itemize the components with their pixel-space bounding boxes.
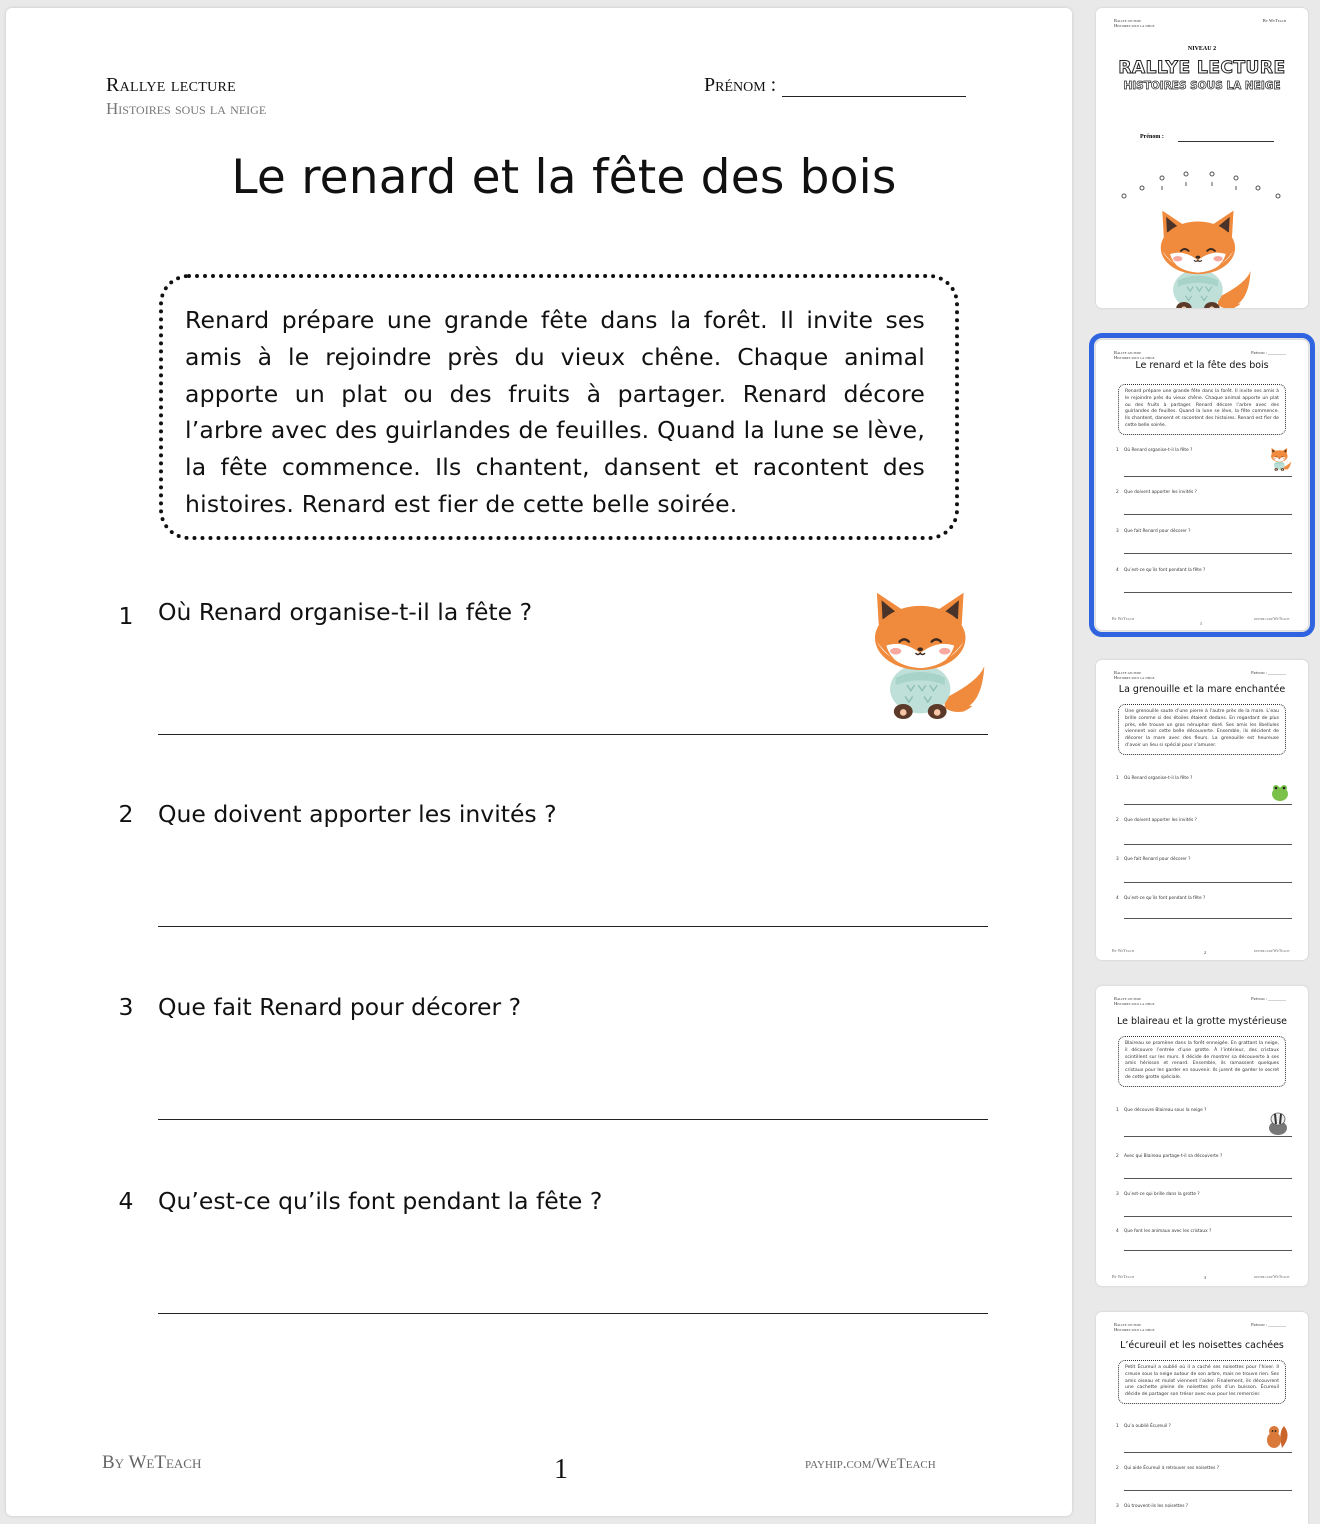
thumb-question-text: Que fait Renard pour décorer ? xyxy=(1124,857,1191,862)
header-title: Rallye lecture xyxy=(106,74,237,96)
thumb-question-3: 3 Que fait Renard pour décorer ? xyxy=(1116,857,1191,862)
thumb-question-3: 3 Que fait Renard pour décorer ? xyxy=(1116,529,1191,534)
question-text: Que doivent apporter les invités ? xyxy=(158,800,557,828)
thumb-header-title: Rallye lecture xyxy=(1114,18,1142,23)
thumbnail-cover[interactable] xyxy=(1096,8,1308,308)
cover-title: RALLYE LECTURE xyxy=(1118,58,1286,78)
thumb-footer-url: payhip.com/WeTeach xyxy=(1254,948,1290,953)
thumb-question-text: Qu’a oublié Écureuil ? xyxy=(1124,1424,1171,1429)
header-left xyxy=(106,74,266,119)
thumb-answer-line xyxy=(1124,1250,1292,1251)
thumb-question-1: 1 Où Renard organise-t-il la fête ? xyxy=(1116,776,1193,781)
story-text: Renard prépare une grande fête dans la forêt. Il invite ses amis à le rejoindre près du vieux chêne. Chaque animal apporte un plat ou des fruits à partager. Renard décore l’arbre avec des guirlandes de feuilles. Quand la lune se lève, la fête commence. Ils chantent, dansent et racontent des histoires. Renard est fier de cette belle soirée. xyxy=(185,306,925,518)
thumb-title: Le renard et la fête des bois xyxy=(1135,360,1269,371)
thumb-question-2: 2 Avec qui Blaireau partage-t-il sa découverte ? xyxy=(1116,1154,1223,1159)
header-subtitle: Histoires sous la neige xyxy=(106,99,267,118)
thumbnail-page-2[interactable] xyxy=(1096,660,1308,960)
thumb-prenom-label: Prénom : xyxy=(1251,1322,1267,1327)
thumb-answer-line xyxy=(1124,1178,1292,1179)
story-box xyxy=(159,274,959,540)
thumb-question-3: 3 Qu’est-ce qui brille dans la grotte ? xyxy=(1116,1192,1200,1197)
thumb-header-subtitle: Histoires sous la neige xyxy=(1114,23,1155,28)
thumb-prenom-label: Prénom : xyxy=(1251,996,1267,1001)
thumb-question-4: 4 Que font les animaux avec les cristaux ? xyxy=(1116,1229,1212,1234)
thumb-question-2: 2 Qui aide Écureuil à retrouver ses noisettes ? xyxy=(1116,1466,1219,1471)
thumb-question-text: Où Renard organise-t-il la fête ? xyxy=(1124,776,1193,781)
prenom-blank-line[interactable] xyxy=(782,77,966,97)
page-title: Le renard et la fête des bois xyxy=(231,150,897,205)
question-text: Que fait Renard pour décorer ? xyxy=(158,993,522,1021)
thumb-question-1: 1 Que découvre Blaireau sous la neige ? xyxy=(1116,1108,1207,1113)
thumb-question-text: Que font les animaux avec les cristaux ? xyxy=(1124,1229,1212,1234)
thumb-question-text: Que fait Renard pour décorer ? xyxy=(1124,529,1191,534)
thumb-footer-url: payhip.com/WeTeach xyxy=(1254,1274,1290,1279)
fox-icon xyxy=(1268,446,1292,472)
thumb-question-text: Avec qui Blaireau partage-t-il sa découverte ? xyxy=(1124,1154,1223,1159)
thumbnail-page-3[interactable] xyxy=(1096,986,1308,1286)
thumb-header-left xyxy=(1114,350,1154,360)
thumb-prenom: Prénom : ________ xyxy=(1251,350,1286,355)
thumb-header-right: By WeTeach xyxy=(1262,18,1286,23)
thumb-question-1: 1 Où Renard organise-t-il la fête ? xyxy=(1116,448,1193,453)
thumb-question-4: 4 Qu’est-ce qu’ils font pendant la fête ? xyxy=(1116,896,1206,901)
thumb-answer-line xyxy=(1124,592,1292,593)
prenom-label: Prénom : xyxy=(704,74,777,96)
thumb-prenom-label: Prénom : xyxy=(1251,350,1267,355)
thumb-answer-line xyxy=(1124,476,1292,477)
question-number: 1 xyxy=(118,602,134,630)
thumb-page-number: 1 xyxy=(1200,621,1202,626)
thumb-answer-line xyxy=(1124,514,1292,515)
thumb-header-title: Rallye lecture xyxy=(1114,996,1142,1001)
thumb-footer-author: By WeTeach xyxy=(1112,1274,1134,1279)
thumb-header-subtitle: Histoires sous la neige xyxy=(1114,1327,1155,1332)
thumb-answer-line xyxy=(1124,1452,1292,1453)
thumb-question-3: 3 Où trouvent-ils les noisettes ? xyxy=(1116,1504,1189,1509)
thumb-title: L’écureuil et les noisettes cachées xyxy=(1120,1340,1284,1351)
thumb-header-subtitle: Histoires sous la neige xyxy=(1114,1001,1155,1006)
cover-level: NIVEAU 2 xyxy=(1187,46,1217,52)
thumb-header-left xyxy=(1114,18,1154,28)
thumb-question-text: Que doivent apporter les invités ? xyxy=(1124,818,1197,823)
thumb-question-4: 4 Qu’est-ce qu’ils font pendant la fête ? xyxy=(1116,568,1206,573)
thumb-header-subtitle: Histoires sous la neige xyxy=(1114,675,1155,680)
thumb-page-number: 3 xyxy=(1204,1275,1206,1280)
question-text: Qu’est-ce qu’ils font pendant la fête ? xyxy=(158,1187,603,1215)
thumb-question-text: Qu’est-ce qu’ils font pendant la fête ? xyxy=(1124,568,1206,573)
thumb-story: Petit Écureuil a oublié où il a caché ses noisettes pour l’hiver. Il creuse sous la neige autour de son arbre, mais ne trouve rien. Ses amis oiseau et mulot viennent l’aider. Finalement, ils découvrent une cachette pleine de noisettes près d’un buisson. Écureuil décide de partager son trésor avec eux pour les remercier. xyxy=(1118,1360,1286,1404)
prenom-field xyxy=(704,74,966,97)
fox-icon xyxy=(1142,206,1260,308)
thumb-prenom-label: Prénom : xyxy=(1251,670,1267,675)
answer-line-2[interactable] xyxy=(158,926,988,927)
thumb-question-2: 2 Que doivent apporter les invités ? xyxy=(1116,818,1197,823)
thumb-question-text: Où trouvent-ils les noisettes ? xyxy=(1124,1504,1189,1509)
cover-prenom-label: Prénom : xyxy=(1140,134,1164,140)
thumb-question-text: Où Renard organise-t-il la fête ? xyxy=(1124,448,1193,453)
thumb-footer-url: payhip.com/WeTeach xyxy=(1254,616,1290,621)
page-number: 1 xyxy=(554,1454,568,1485)
thumb-answer-line xyxy=(1124,553,1292,554)
thumb-answer-line xyxy=(1124,804,1292,805)
thumb-answer-line xyxy=(1124,918,1292,919)
fox-illustration xyxy=(858,584,990,724)
thumb-question-text: Qu’est-ce qui brille dans la grotte ? xyxy=(1124,1192,1200,1197)
footer-author: By WeTeach xyxy=(102,1452,202,1473)
thumb-question-text: Que doivent apporter les invités ? xyxy=(1124,490,1197,495)
answer-line-3[interactable] xyxy=(158,1119,988,1120)
answer-line-1[interactable] xyxy=(158,734,988,735)
thumb-story: Blaireau se promène dans la forêt enneigée. En grattant la neige, il découvre l’entrée d’une grotte. À l’intérieur, des cristaux scintillent sur les murs. Il décide de montrer sa découverte à ses amis hérisson et renard. Ensemble, ils ramassent quelques cristaux pour les garder en souvenir. Ils jurent de garder le secret de cette grotte spéciale. xyxy=(1118,1036,1286,1087)
thumb-answer-line xyxy=(1124,1216,1292,1217)
thumb-header-title: Rallye lecture xyxy=(1114,670,1142,675)
thumb-answer-line xyxy=(1124,1136,1292,1137)
question-number: 3 xyxy=(118,993,134,1021)
thumb-prenom: Prénom : ________ xyxy=(1251,1322,1286,1327)
badger-icon xyxy=(1266,1110,1290,1136)
thumb-prenom: Prénom : ________ xyxy=(1251,996,1286,1001)
thumb-title: La grenouille et la mare enchantée xyxy=(1118,684,1286,695)
thumb-header-left xyxy=(1114,670,1154,680)
thumb-question-text: Qu’est-ce qu’ils font pendant la fête ? xyxy=(1124,896,1206,901)
thumb-question-1: 1 Qu’a oublié Écureuil ? xyxy=(1116,1424,1171,1429)
thumb-header-subtitle: Histoires sous la neige xyxy=(1114,355,1155,360)
frog-icon xyxy=(1270,782,1290,802)
thumb-question-text: Que découvre Blaireau sous la neige ? xyxy=(1124,1108,1207,1113)
thumb-question-2: 2 Que doivent apporter les invités ? xyxy=(1116,490,1197,495)
question-text: Où Renard organise-t-il la fête ? xyxy=(158,598,533,626)
thumb-page-number: 2 xyxy=(1204,950,1206,955)
question-number: 4 xyxy=(118,1187,134,1215)
thumb-prenom: Prénom : ________ xyxy=(1251,670,1286,675)
squirrel-icon xyxy=(1264,1422,1290,1450)
footer-url: payhip.com/WeTeach xyxy=(805,1456,936,1472)
cover-subtitle: HISTOIRES SOUS LA NEIGE xyxy=(1123,80,1281,92)
thumb-answer-line xyxy=(1124,1490,1292,1491)
thumb-footer-author: By WeTeach xyxy=(1112,616,1134,621)
thumb-question-text: Qui aide Écureuil à retrouver ses noisettes ? xyxy=(1124,1466,1219,1471)
sparkles-decoration xyxy=(1116,170,1288,204)
thumb-header-left xyxy=(1114,996,1154,1006)
cover-prenom-line xyxy=(1178,141,1274,142)
thumbnail-page-4[interactable] xyxy=(1096,1312,1308,1524)
question-number: 2 xyxy=(118,800,134,828)
thumb-answer-line xyxy=(1124,882,1292,883)
thumb-story: Une grenouille saute d’une pierre à l’autre près de la mare. L’eau brille comme si des étoiles étaient dedans. En regardant de plus près, elle trouve un gros nénuphar doré. Ses amis les libellules viennent voir cette belle découverte. Ensemble, ils décident de décorer la mare avec des fleurs. La grenouille est heureuse d’avoir un lieu si spécial pour s’amuser. xyxy=(1118,704,1286,755)
thumb-title: Le blaireau et la grotte mystérieuse xyxy=(1116,1016,1288,1027)
thumb-header-title: Rallye lecture xyxy=(1114,350,1142,355)
thumb-header-left xyxy=(1114,1322,1154,1332)
thumb-answer-line xyxy=(1124,844,1292,845)
thumb-footer-author: By WeTeach xyxy=(1112,948,1134,953)
thumb-header-title: Rallye lecture xyxy=(1114,1322,1142,1327)
thumb-story: Renard prépare une grande fête dans la forêt. Il invite ses amis à le rejoindre près du vieux chêne. Chaque animal apporte un plat ou des fruits à partager. Renard décore l’arbre avec des guirlandes de feuilles. Quand la lune se lève, la fête commence. Ils chantent, dansent et racontent des histoires. Renard est fier de cette belle soirée. xyxy=(1118,384,1286,435)
answer-line-4[interactable] xyxy=(158,1313,988,1314)
thumbnail-page-1[interactable] xyxy=(1096,340,1308,630)
worksheet-page xyxy=(6,8,1072,1516)
